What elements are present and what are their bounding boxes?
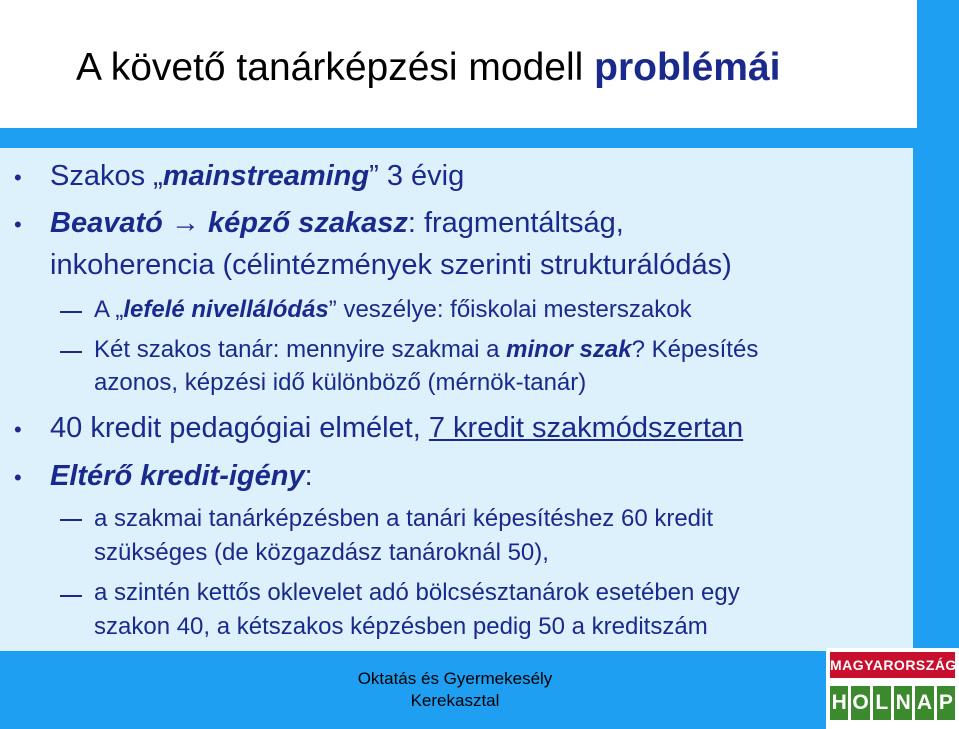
sub-nivellalodas — [94, 296, 692, 324]
dash-icon — [60, 351, 82, 353]
logo-letter: H — [830, 686, 848, 720]
emphasis: Eltérő kredit-igény — [50, 460, 305, 492]
dash-icon — [60, 595, 82, 597]
logo-letter: A — [915, 686, 933, 720]
item-kredit — [50, 412, 743, 445]
sub-bolcsesz — [94, 579, 740, 607]
dash-icon — [60, 519, 82, 521]
text: Szakos „ — [50, 160, 163, 192]
title-normal: A követő tanárképzési modell — [76, 46, 595, 89]
bullet-icon: • — [14, 417, 22, 442]
magyarorszag-holnap-logo — [826, 648, 959, 729]
text: szakon 40, a kétszakos képzésben pedig 50 a kreditszám — [94, 613, 708, 640]
title-bold: problémái — [594, 46, 781, 89]
text: ” 3 évig — [369, 160, 465, 192]
sub-ket-szakos — [94, 336, 758, 364]
item-eltero — [50, 460, 313, 493]
emphasis: Beavató → képző szakasz — [50, 207, 408, 239]
text: azonos, képzési idő különböző (mérnök-tanár) — [94, 369, 587, 396]
sub-szakmai — [94, 505, 713, 533]
footer-text — [300, 668, 610, 712]
emphasis: minor szak — [506, 336, 632, 363]
text: inkoherencia (célintézmények szerinti strukturálódás) — [50, 249, 732, 281]
footer-line1: Oktatás és Gyermekesély — [357, 669, 553, 688]
dash-icon — [60, 311, 82, 313]
text: szükséges (de közgazdász tanároknál 50), — [94, 539, 549, 566]
text: : fragmentáltság, — [407, 207, 624, 239]
text: Két szakos tanár: mennyire szakmai a — [94, 336, 507, 363]
text: a szintén kettős oklevelet adó bölcsésztanárok esetében egy — [94, 579, 740, 606]
text: ” veszélye: főiskolai mesterszakok — [328, 296, 692, 323]
logo-letter: N — [894, 686, 912, 720]
text: 40 kredit pedagógiai elmélet, — [50, 412, 429, 444]
logo-letters — [830, 681, 955, 725]
item-beavato — [50, 207, 624, 240]
logo-letter: O — [851, 686, 869, 720]
sub-ket-szakos-cont — [94, 369, 586, 397]
logo-top-text: MAGYARORSZÁG — [830, 652, 955, 678]
emphasis: lefelé nivellálódás — [123, 296, 329, 323]
title-box — [0, 0, 917, 128]
text: A „ — [94, 296, 124, 323]
emphasis: mainstreaming — [162, 160, 370, 192]
logo-letter: P — [937, 686, 955, 720]
bullet-icon: • — [14, 212, 22, 237]
bullet-icon: • — [14, 165, 22, 190]
logo-letter: L — [873, 686, 891, 720]
slide-title — [76, 46, 781, 90]
sub-szakmai-cont — [94, 539, 549, 567]
sub-bolcsesz-cont — [94, 613, 708, 641]
footer-line2: Kerekasztal — [410, 691, 500, 710]
text: : — [304, 460, 313, 492]
item-beavato-cont — [50, 249, 732, 282]
bullet-icon: • — [14, 465, 22, 490]
underlined-text: 7 kredit szakmódszertan — [428, 412, 744, 444]
text: ? Képesítés — [631, 336, 759, 363]
item-mainstreaming — [50, 160, 464, 193]
text: a szakmai tanárképzésben a tanári képesítéshez 60 kredit — [94, 505, 714, 532]
